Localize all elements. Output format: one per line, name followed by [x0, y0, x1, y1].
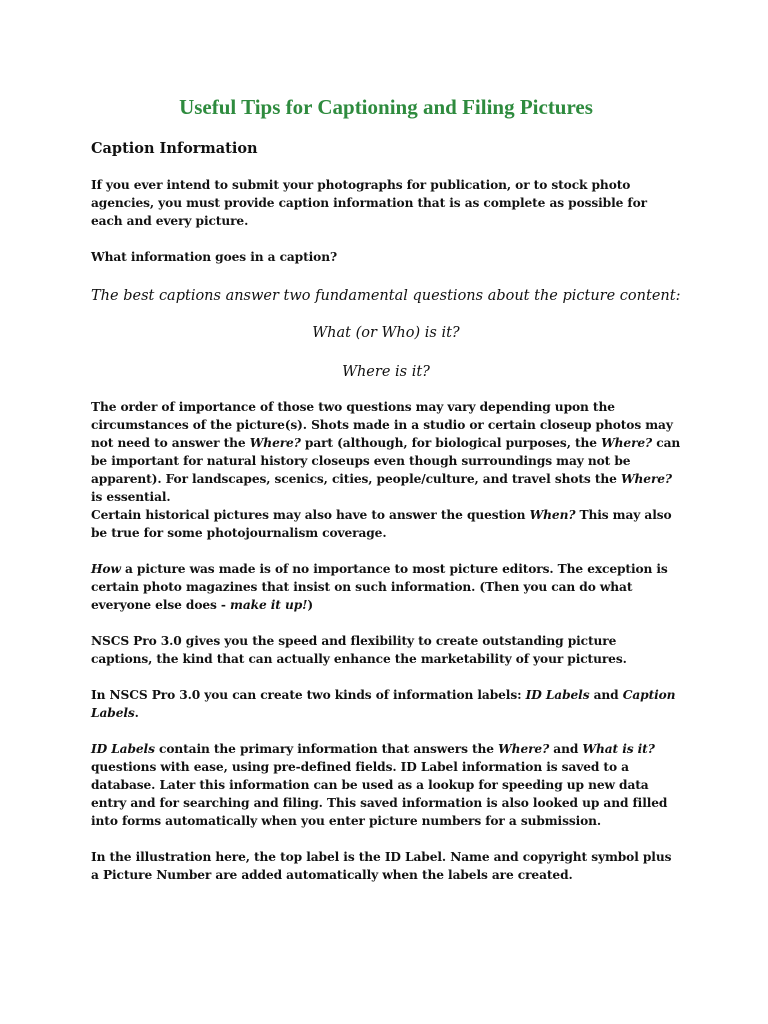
idlabels-text-2: and	[549, 742, 583, 756]
idlabels-text-3: questions with ease, using pre-defined fields. ID Label information is saved to a database. Later this information can be used as a lookup for speeding up new data entry and for searching and filing. This saved information is also looked up and filled into forms automatically when you enter picture numbers for a submission.	[91, 760, 668, 828]
order-text-1: The order of importance of those two questions may vary depending upon the circumstances of the picture(s). Shots made in a studio or certain closeup photos may not need to answer the	[91, 400, 673, 450]
historical-em-1: When?	[529, 508, 576, 522]
order-em-3: Where?	[620, 472, 672, 486]
order-em-2: Where?	[601, 436, 653, 450]
historical-paragraph	[91, 506, 681, 542]
historical-text-1: Certain historical pictures may also have to answer the question	[91, 508, 530, 522]
labels-text-1: In NSCS Pro 3.0 you can create two kinds of information labels:	[91, 688, 526, 702]
labels-paragraph	[91, 686, 681, 722]
how-em-2: make it up!	[230, 598, 308, 612]
order-em-1: Where?	[249, 436, 301, 450]
idlabels-text-1: contain the primary information that answers the	[154, 742, 499, 756]
intro-paragraph: If you ever intend to submit your photographs for publication, or to stock photo agencies, you must provide caption information that is as complete as possible for each and every picture.	[91, 178, 647, 228]
question-paragraph: What information goes in a caption?	[91, 250, 337, 264]
idlabels-em-2: Where?	[498, 742, 550, 756]
question-what: What (or Who) is it?	[312, 325, 460, 341]
section-heading: Caption Information	[91, 140, 258, 157]
idlabels-em-3: What is it?	[582, 742, 655, 756]
how-text-2: )	[307, 598, 314, 612]
how-text-1: a picture was made is of no importance to most picture editors. The exception is certain photo magazines that insist on such information. (Then you can do what everyone else does -	[91, 562, 668, 612]
nscs-paragraph: NSCS Pro 3.0 gives you the speed and flexibility to create outstanding picture captions, the kind that can actually enhance the marketability of your pictures.	[91, 634, 627, 666]
order-text-2: part (although, for biological purposes, the	[300, 436, 602, 450]
historical-text-2: This may also be true for some photojournalism coverage.	[91, 508, 672, 540]
order-paragraph	[91, 398, 681, 506]
labels-em-2: Caption Labels	[91, 688, 676, 720]
how-em-1: How	[91, 562, 121, 576]
labels-em-1: ID Labels	[525, 688, 590, 702]
labels-text-2: and	[589, 688, 623, 702]
lead-sentence: The best captions answer two fundamental questions about the picture content:	[91, 288, 681, 304]
page-title: Useful Tips for Captioning and Filing Pictures	[179, 95, 593, 119]
labels-text-3: .	[134, 706, 139, 720]
order-text-4: is essential.	[91, 490, 171, 504]
order-text-3: can be important for natural history closeups even though surroundings may not be apparent). For landscapes, scenics, cities, people/culture, and travel shots the	[91, 436, 681, 486]
idlabels-paragraph	[91, 740, 681, 830]
how-paragraph	[91, 560, 681, 614]
idlabels-em-1: ID Labels	[91, 742, 155, 756]
question-where: Where is it?	[342, 364, 430, 380]
illustration-paragraph: In the illustration here, the top label is the ID Label. Name and copyright symbol plus a Picture Number are added automatically when the labels are created.	[91, 850, 672, 882]
